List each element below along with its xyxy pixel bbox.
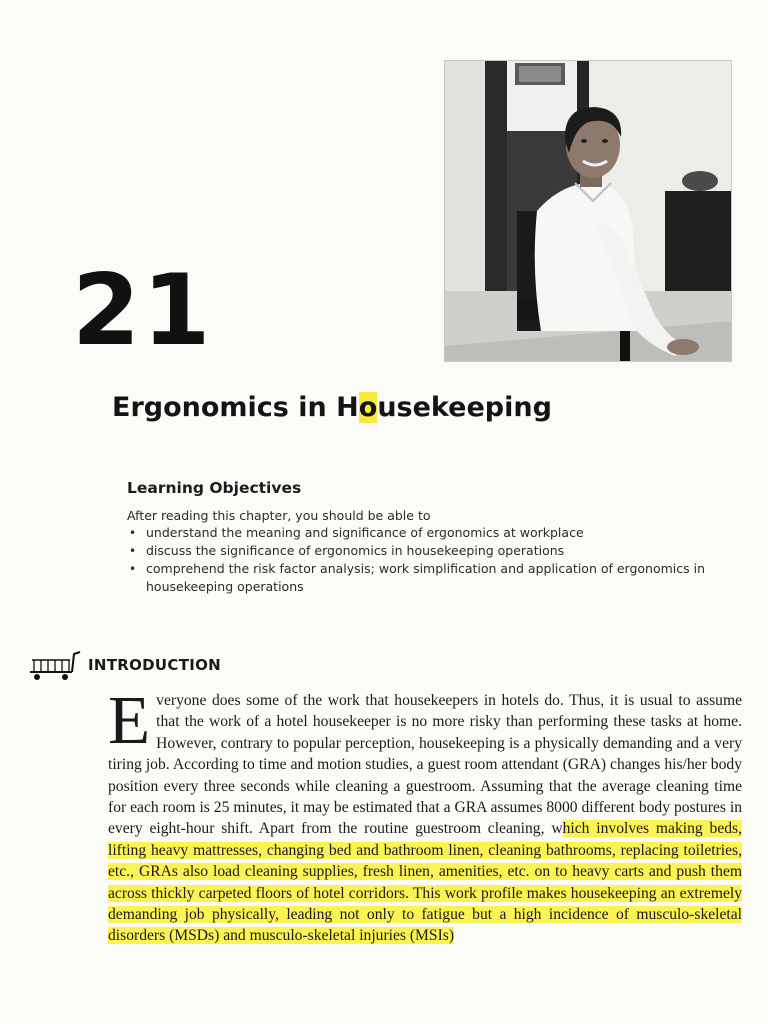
bullet-icon: •: [129, 562, 137, 576]
objective-item: [127, 524, 737, 542]
objective-text: discuss the significance of ergonomics in housekeeping operations: [146, 543, 565, 558]
objective-item: [127, 542, 737, 560]
introduction-heading-text: INTRODUCTION: [88, 656, 222, 674]
objective-item: [127, 560, 737, 596]
learning-objectives-intro: After reading this chapter, you should be able to: [127, 508, 431, 523]
chapter-number: 21: [72, 254, 213, 368]
chapter-title-part-2: usekeeping: [377, 392, 552, 423]
learning-objectives-list: [127, 524, 737, 596]
introduction-heading: [28, 648, 221, 682]
highlighted-text: hich involves making beds, lifting heavy mattresses, changing bed and bathroom linen, cleaning bathrooms, replacing toiletries, etc., GRAs also load cleaning supplies, fresh linen, amenities, etc. on to heavy carts and push them across thickly carpeted floors of hotel corridors. This work profile makes housekeeping an extremely demanding job physically, leading not only to fatigue but a high incidence of musculo-skeletal disorders (MSDs) and musculo-skeletal injuries (MSIs): [108, 820, 743, 945]
chapter-title: [112, 392, 552, 424]
chapter-title-highlighted-letter: o: [358, 392, 378, 423]
bullet-icon: •: [129, 526, 137, 540]
learning-objectives: [127, 478, 737, 596]
chapter-title-part-1: Ergonomics in H: [112, 392, 359, 423]
bullet-icon: •: [129, 544, 137, 558]
drop-cap: E: [108, 682, 151, 758]
objective-text: comprehend the risk factor analysis; work simplification and application of ergonomics in housekeeping operations: [146, 561, 706, 594]
paragraph-text: veryone does some of the work that housekeepers in hotels do. Thus, it is usual to assume that the work of a hotel housekeeper is no more risky than performing these tasks at home. However, contrary to popular perception, housekeeping is a physically demanding and a very tiring job. According to time and motion studies, a guest room attendant (GRA) changes his/her body position every three seconds while cleaning a guestroom. Assuming that the average cleaning time for each room is 25 minutes, it may be estimated that a GRA assumes 8000 different body postures in every eight-hour shift. Apart from the routine guestroom cleaning, w: [108, 692, 742, 838]
introduction-paragraph: [108, 682, 743, 947]
objective-text: understand the meaning and significance of ergonomics at workplace: [146, 525, 584, 540]
learning-objectives-heading: Learning Objectives: [127, 479, 302, 497]
housekeeping-cart-icon: [28, 648, 82, 682]
chapter-photo: [444, 60, 732, 362]
